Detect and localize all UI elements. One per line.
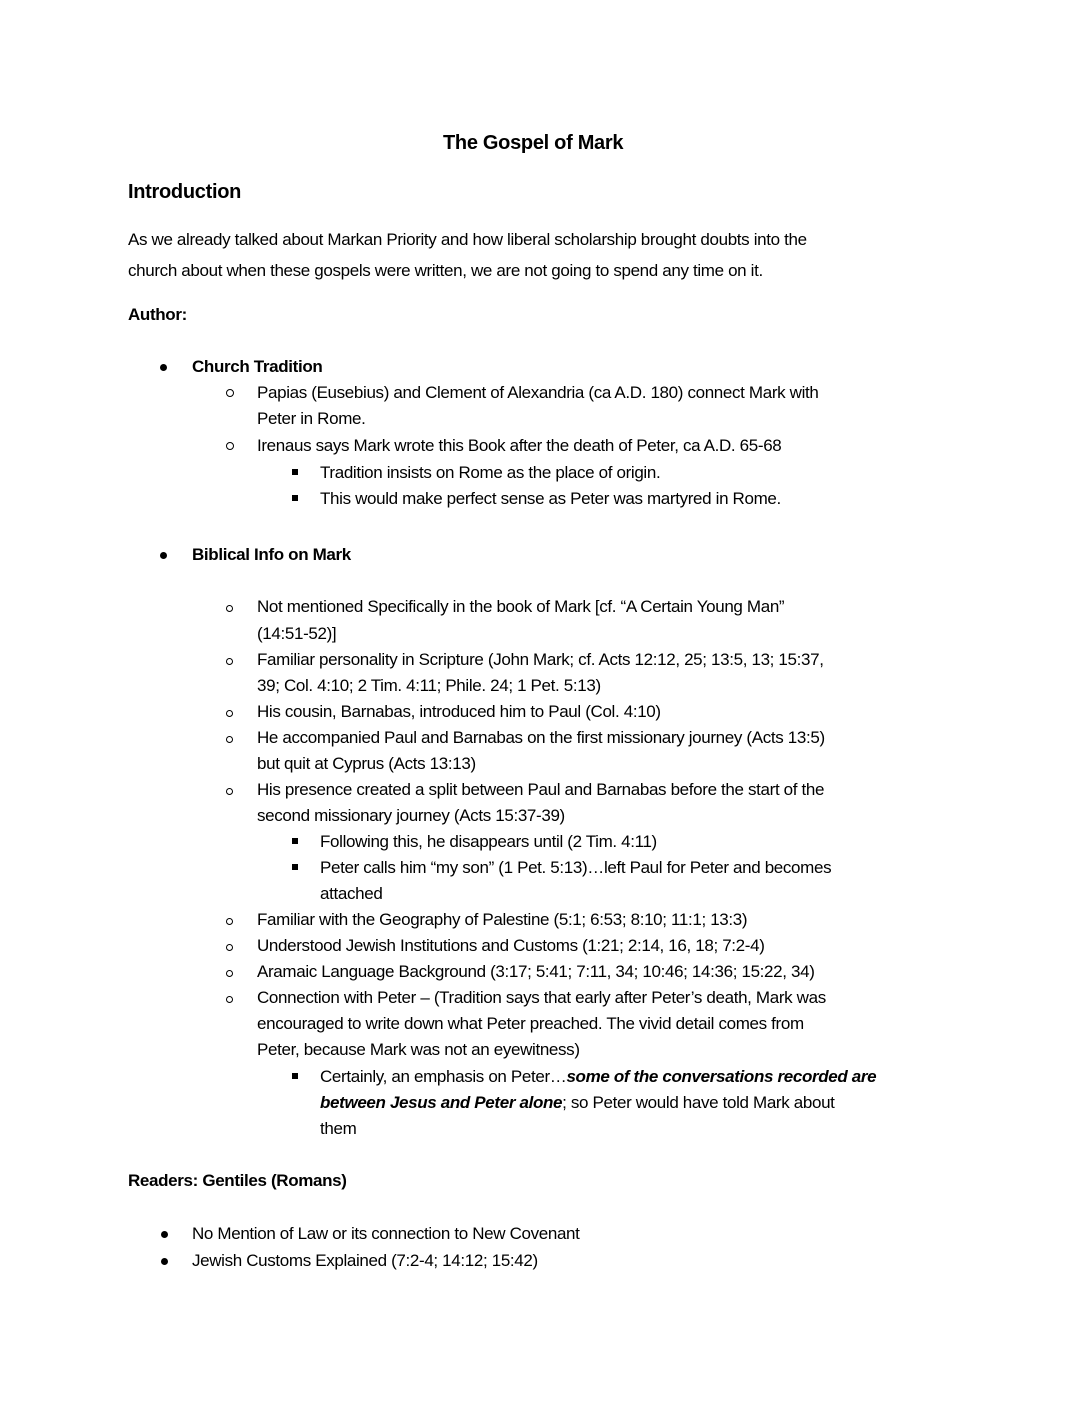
- bullet-circle-icon: [226, 710, 233, 717]
- emphasis-bold-italic-text: between Jesus and Peter alone: [320, 1093, 563, 1112]
- introduction-paragraph-line: As we already talked about Markan Priority and how liberal scholarship brought doubts into the: [128, 230, 807, 249]
- church-tradition-label: Church Tradition: [192, 357, 323, 376]
- bullet-circle-icon: [226, 918, 233, 925]
- bullet-disc-icon: [160, 552, 167, 559]
- bullet-circle-icon: [226, 442, 234, 450]
- bullet-circle-icon: [226, 658, 233, 665]
- bullet-disc-icon: [161, 1231, 168, 1238]
- bullet-square-icon: [292, 1073, 298, 1079]
- emphasis-line: [320, 1064, 876, 1090]
- bullet-square-icon: [292, 838, 298, 844]
- list-item-line: Aramaic Language Background (3:17; 5:41; 7:11, 34; 10:46; 14:36; 15:22, 34): [257, 962, 815, 981]
- list-item-line: Familiar personality in Scripture (John Mark; cf. Acts 12:12, 25; 13:5, 13; 15:37,: [257, 650, 824, 669]
- bullet-circle-icon: [226, 944, 233, 951]
- list-item-line: Papias (Eusebius) and Clement of Alexandria (ca A.D. 180) connect Mark with: [257, 383, 819, 402]
- list-item-line: but quit at Cyprus (Acts 13:13): [257, 754, 476, 773]
- list-item-line: Irenaus says Mark wrote this Book after the death of Peter, ca A.D. 65-68: [257, 436, 782, 455]
- emphasis-plain-text: Certainly, an emphasis on Peter…: [320, 1067, 567, 1086]
- list-item-line: His presence created a split between Paul and Barnabas before the start of the: [257, 780, 825, 799]
- bullet-square-icon: [292, 495, 298, 501]
- bullet-circle-icon: [226, 389, 234, 397]
- list-item-line: encouraged to write down what Peter preached. The vivid detail comes from: [257, 1014, 804, 1033]
- bullet-circle-icon: [226, 996, 233, 1003]
- list-item-line: Peter, because Mark was not an eyewitness): [257, 1040, 580, 1059]
- list-subitem: attached: [320, 884, 383, 903]
- introduction-heading: Introduction: [128, 181, 242, 203]
- emphasis-plain-text: ; so Peter would have told Mark about: [562, 1093, 835, 1112]
- list-subitem: Peter calls him “my son” (1 Pet. 5:13)…left Paul for Peter and becomes: [320, 858, 832, 877]
- bullet-circle-icon: [226, 970, 233, 977]
- readers-item: Jewish Customs Explained (7:2-4; 14:12; 15:42): [192, 1251, 538, 1270]
- list-item-line: 39; Col. 4:10; 2 Tim. 4:11; Phile. 24; 1 Pet. 5:13): [257, 676, 601, 695]
- list-item-line: Peter in Rome.: [257, 409, 366, 428]
- readers-heading: Readers: Gentiles (Romans): [128, 1171, 347, 1190]
- list-item-line: Not mentioned Specifically in the book of Mark [cf. “A Certain Young Man”: [257, 597, 785, 616]
- list-item-line: Familiar with the Geography of Palestine (5:1; 6:53; 8:10; 11:1; 13:3): [257, 910, 748, 929]
- emphasis-line: them: [320, 1119, 357, 1138]
- list-item-line: He accompanied Paul and Barnabas on the first missionary journey (Acts 13:5): [257, 728, 825, 747]
- bullet-disc-icon: [160, 364, 167, 371]
- emphasis-line: [320, 1090, 835, 1116]
- bullet-circle-icon: [226, 788, 233, 795]
- list-item-line: His cousin, Barnabas, introduced him to Paul (Col. 4:10): [257, 702, 661, 721]
- list-item-line: Understood Jewish Institutions and Customs (1:21; 2:14, 16, 18; 7:2-4): [257, 936, 765, 955]
- introduction-paragraph-line: church about when these gospels were written, we are not going to spend any time on it.: [128, 261, 763, 280]
- list-item-line: second missionary journey (Acts 15:37-39): [257, 806, 565, 825]
- bullet-circle-icon: [226, 736, 233, 743]
- emphasis-bold-italic-text: some of the conversations recorded are: [566, 1067, 877, 1086]
- list-item-line: Connection with Peter – (Tradition says that early after Peter’s death, Mark was: [257, 988, 826, 1007]
- bullet-square-icon: [292, 469, 298, 475]
- document-title: The Gospel of Mark: [443, 132, 624, 154]
- list-subitem: Following this, he disappears until (2 Tim. 4:11): [320, 832, 657, 851]
- list-subitem: Tradition insists on Rome as the place of origin.: [320, 463, 661, 482]
- author-heading: Author:: [128, 305, 187, 324]
- readers-item: No Mention of Law or its connection to New Covenant: [192, 1224, 580, 1243]
- list-item-line: (14:51-52)]: [257, 624, 337, 643]
- bullet-disc-icon: [161, 1258, 168, 1265]
- biblical-info-label: Biblical Info on Mark: [192, 545, 351, 564]
- bullet-circle-icon: [226, 605, 233, 612]
- list-subitem: This would make perfect sense as Peter was martyred in Rome.: [320, 489, 781, 508]
- bullet-square-icon: [292, 864, 298, 870]
